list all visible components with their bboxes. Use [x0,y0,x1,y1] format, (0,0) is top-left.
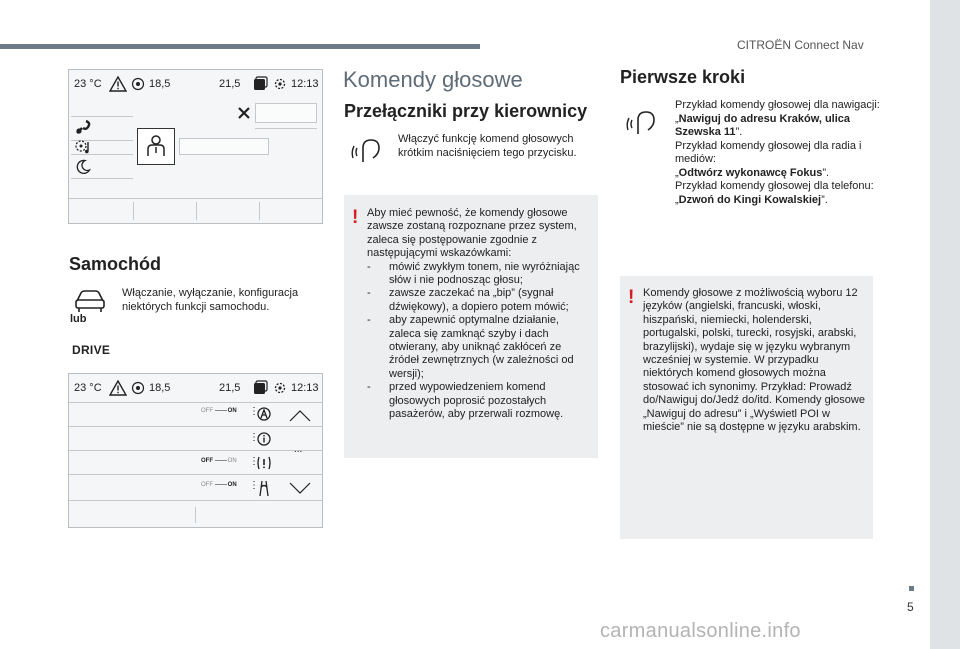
section-title-steering-switches: Przełączniki przy kierownicy [344,101,588,121]
voice-examples: Przykład komendy głosowej dla nawigacji: „Nawiguj do adresu Kraków, ulica Szewska 11”. Przykład komendy głosowej dla radia i mediów: „Odtwórz wykonawcę Fokus”. Przykład komendy głosowej dla telefonu: „Dzwoń do Kingi Kowalskiej”. [675,99,880,206]
switch-row3: OFF ON [201,458,237,464]
switch-row1: OFF ON [201,408,237,414]
phone-icon [252,76,268,92]
languages-note-text: Komendy głosowe z możliwością wyboru 12 języków (angielski, francuski, włoski, hiszpański, niemiecki, holenderski, portugalski, polski, turecki, rosyjski, arabski, brazylijski), wydaje się w języku wybranym wcześniej w systemie. W przypadku niektórych komend głosowych można stosować ich synonimy. Przykład: Prowadź do/Nawiguj do/Jedź do/itd. Komendy głosowe „Nawiguj do adresu” i „Wyświetl POI w mieście” nie są dostępne w języku arabskim. [643,287,865,434]
car-description: Włączanie, wyłączanie, konfiguracja niektórych funkcji samochodu. [122,287,299,313]
car-icon [74,287,106,315]
languages-note [620,276,873,539]
watermark: carmanualsonline.info [600,620,801,642]
status-bar [69,70,322,100]
clock: 12:13 [291,382,319,394]
screen-illustration-car [68,69,323,224]
section-title-car: Samochód [69,254,162,274]
voice-tips-note [344,195,598,458]
section-title-first-steps: Pierwsze kroki [620,67,746,87]
voice-intro-text: Włączyć funkcję komend głosowych krótkim naciśnięciem tego przycisku. [398,133,577,159]
phone-icon [252,380,268,396]
warning-icon [109,76,127,92]
chevron-down-icon [289,482,311,494]
profile-icon [145,134,167,158]
temperature-readout: 23 °C [74,382,102,394]
left-value: 18,5 [149,78,171,90]
main-title-voice-commands: Komendy głosowe [343,67,523,92]
example-phone-command: Dzwoń do Kingi Kowalskiej [678,193,822,206]
screen-illustration-driving-aids: 23 °C 18,5 21,5 12:13 OFF ON ⋮ ⋮ ... OFF ON ⋮ OFF ON ⋮ [68,373,323,528]
right-value: 21,5 [219,382,241,394]
settings-icon [272,76,288,92]
clock: 12:13 [291,78,319,90]
tips-list [367,261,591,422]
list-item: - aby zapewnić optymalne działanie, zaleca się zamknąć szyby i dach otwierany, aby uniknąć zakłóceń ze źródeł zewnętrznych (w zależności od wersji); [367,314,591,381]
voice-command-icon [624,108,658,138]
note-intro: Aby mieć pewność, że komendy głosowe zawsze zostaną rozpoznane przez system, zaleca się postępowanie zgodnie z następującymi wskazówkami: [367,207,577,260]
chevron-up-icon [289,410,311,422]
alert-icon [256,455,272,471]
location-icon [131,77,145,91]
night-mode-icon [75,159,91,175]
vehicle-settings-icon [74,118,92,136]
list-item: - przed wypowiedzeniem komend głosowych poprosić pozostałych pasażerów, aby przerwali rozmowę. [367,381,591,421]
top-right-field [255,103,317,123]
or-label: lub [70,313,87,325]
warning-exclamation-icon: ! [352,207,359,228]
info-icon [257,431,271,447]
right-value: 21,5 [219,78,241,90]
top-rule [0,44,480,49]
lane-keep-icon [256,479,272,497]
list-item: - zawsze zaczekać na „bip” (sygnał dźwiękowy), a dopiero potem mówić; [367,287,591,314]
left-value: 18,5 [149,382,171,394]
temperature-readout: 23 °C [74,78,102,90]
switch-row4: OFF ON [201,482,237,488]
drive-label: DRIVE [72,343,111,357]
warning-icon [109,380,127,396]
media-settings-icon [74,138,94,156]
example-navigation-command: Nawiguj do adresu Kraków, ulica Szewska 11 [675,112,851,138]
more-dots: ... [294,444,303,455]
location-icon [131,381,145,395]
close-icon [237,106,251,120]
page-marker [909,586,914,591]
lane-assist-icon [257,406,271,422]
warning-exclamation-icon: ! [628,287,635,308]
brand-label: CITROËN Connect Nav [737,38,864,52]
page-number: 5 [907,600,914,614]
list-item: - mówić zwykłym tonem, nie wyróżniając słów i nie podnosząc głosu; [367,261,591,288]
page-side-bar [930,0,960,649]
settings-icon [272,380,288,396]
profile-name-field [179,138,269,155]
voice-command-button-icon [349,136,383,166]
status-bar [69,374,322,404]
example-media-command: Odtwórz wykonawcę Fokus [678,166,823,179]
